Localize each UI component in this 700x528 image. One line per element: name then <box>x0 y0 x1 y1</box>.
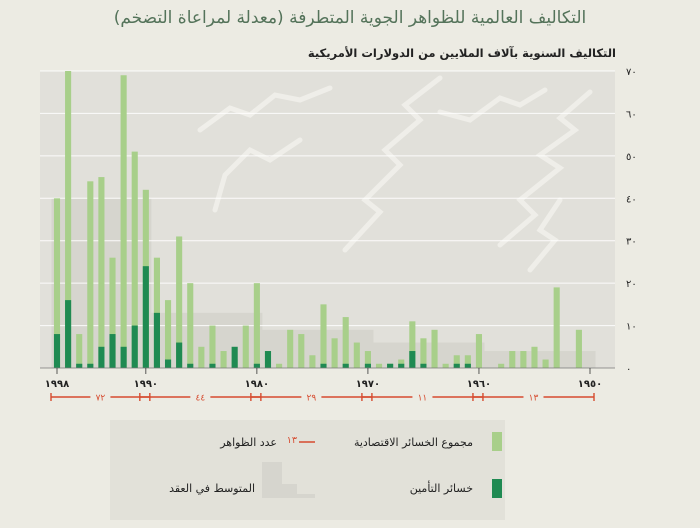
total-loss-bar <box>298 334 304 368</box>
insured-loss-bar <box>409 351 415 368</box>
insured-loss-bar <box>121 347 127 368</box>
event-count-label: ١٣ <box>528 393 539 404</box>
insured-loss-bar <box>132 326 138 368</box>
insured-loss-bar <box>232 347 238 368</box>
y-tick-label: ٦٠ <box>626 109 637 121</box>
total-loss-bar <box>498 364 504 368</box>
total-loss-bar <box>576 330 582 368</box>
insured-loss-bar <box>165 360 171 368</box>
total-loss-bar <box>276 364 282 368</box>
x-tick-label: ١٩٧٠ <box>355 379 381 390</box>
total-loss-bar <box>376 364 382 368</box>
total-loss-bar <box>332 338 338 368</box>
x-tick-label: ١٩٨٠ <box>244 379 270 390</box>
total-loss-bar <box>287 330 293 368</box>
insured-loss-bar <box>109 334 115 368</box>
total-loss-bar <box>520 351 526 368</box>
legend-insured-swatch <box>492 479 502 498</box>
legend-insured-label: خسائر التأمين <box>409 482 473 495</box>
total-loss-bar <box>165 300 171 368</box>
total-loss-bar <box>121 75 127 368</box>
total-loss-bar <box>309 355 315 368</box>
event-count-label: ٢٩ <box>306 393 317 404</box>
y-tick-label: ٧٠ <box>626 67 637 78</box>
insured-loss-bar <box>398 364 404 368</box>
x-tick-label: ١٩٥٠ <box>577 379 603 390</box>
total-loss-bar <box>476 334 482 368</box>
insured-loss-bar <box>265 351 271 368</box>
insured-loss-bar <box>365 364 371 368</box>
insured-loss-bar <box>209 364 215 368</box>
total-loss-bar <box>76 334 82 368</box>
insured-loss-bar <box>387 364 393 368</box>
insured-loss-bar <box>176 343 182 368</box>
event-count-label: ٧٢ <box>95 393 106 404</box>
insured-loss-bar <box>454 364 460 368</box>
legend-events-sample: ١٣ <box>286 435 297 446</box>
total-loss-bar <box>221 351 227 368</box>
insured-loss-bar <box>343 364 349 368</box>
y-tick-label: ٥٠ <box>626 151 637 163</box>
x-tick-label: ١٩٩٨ <box>44 379 70 390</box>
total-loss-bar <box>243 326 249 368</box>
x-tick-label: ١٩٩٠ <box>133 379 159 390</box>
total-loss-bar <box>543 360 549 368</box>
total-loss-bar <box>354 343 360 368</box>
y-tick-label: ٢٠ <box>626 279 637 291</box>
event-count-brackets <box>51 393 594 404</box>
total-loss-bar <box>509 351 515 368</box>
legend-swatches <box>110 420 505 520</box>
legend-total-swatch <box>492 432 502 451</box>
y-axis <box>626 67 637 375</box>
total-loss-bar <box>254 283 260 368</box>
total-loss-bar <box>209 326 215 368</box>
chart-title: التكاليف العالمية للظواهر الجوية المتطرفة (معدلة لمراعاة التضخم) <box>113 8 587 28</box>
legend-events-label: عدد الظواهر <box>220 436 277 449</box>
insured-loss-bar <box>320 364 326 368</box>
total-loss-bar <box>420 338 426 368</box>
chart-subtitle: التكاليف السنوية بآلاف الملايين من الدولارات الأمريكية <box>307 46 616 60</box>
x-axis <box>40 368 615 390</box>
insured-loss-bar <box>87 364 93 368</box>
total-loss-bar <box>531 347 537 368</box>
total-loss-bar <box>187 283 193 368</box>
total-loss-bar <box>198 347 204 368</box>
y-tick-label: ١٠ <box>626 321 637 333</box>
insured-loss-bar <box>98 347 104 368</box>
insured-loss-bar <box>143 266 149 368</box>
insured-loss-bar <box>187 364 193 368</box>
insured-loss-bar <box>154 313 160 368</box>
event-count-label: ٤٤ <box>195 393 206 404</box>
insured-loss-bar <box>65 300 71 368</box>
legend-decade-label: المتوسط في العقد <box>169 482 255 495</box>
y-tick-label: ٠ <box>626 364 632 375</box>
y-tick-label: ٤٠ <box>626 194 637 206</box>
insured-loss-bar <box>465 364 471 368</box>
insured-loss-bar <box>254 364 260 368</box>
total-loss-bar <box>320 304 326 368</box>
legend-total-label: مجموع الخسائر الاقتصادية <box>353 436 473 449</box>
total-loss-bar <box>431 330 437 368</box>
insured-loss-bar <box>76 364 82 368</box>
insured-loss-bar <box>54 334 60 368</box>
total-loss-bar <box>443 364 449 368</box>
legend-decade-swatch <box>262 462 315 498</box>
total-loss-bar <box>98 177 104 368</box>
legend <box>110 420 505 520</box>
total-loss-bar <box>343 317 349 368</box>
x-tick-label: ١٩٦٠ <box>466 379 492 390</box>
event-count-label: ١١ <box>417 393 428 404</box>
total-loss-bar <box>87 181 93 368</box>
total-loss-bar <box>554 287 560 368</box>
insured-loss-bar <box>420 364 426 368</box>
y-tick-label: ٣٠ <box>626 236 637 248</box>
